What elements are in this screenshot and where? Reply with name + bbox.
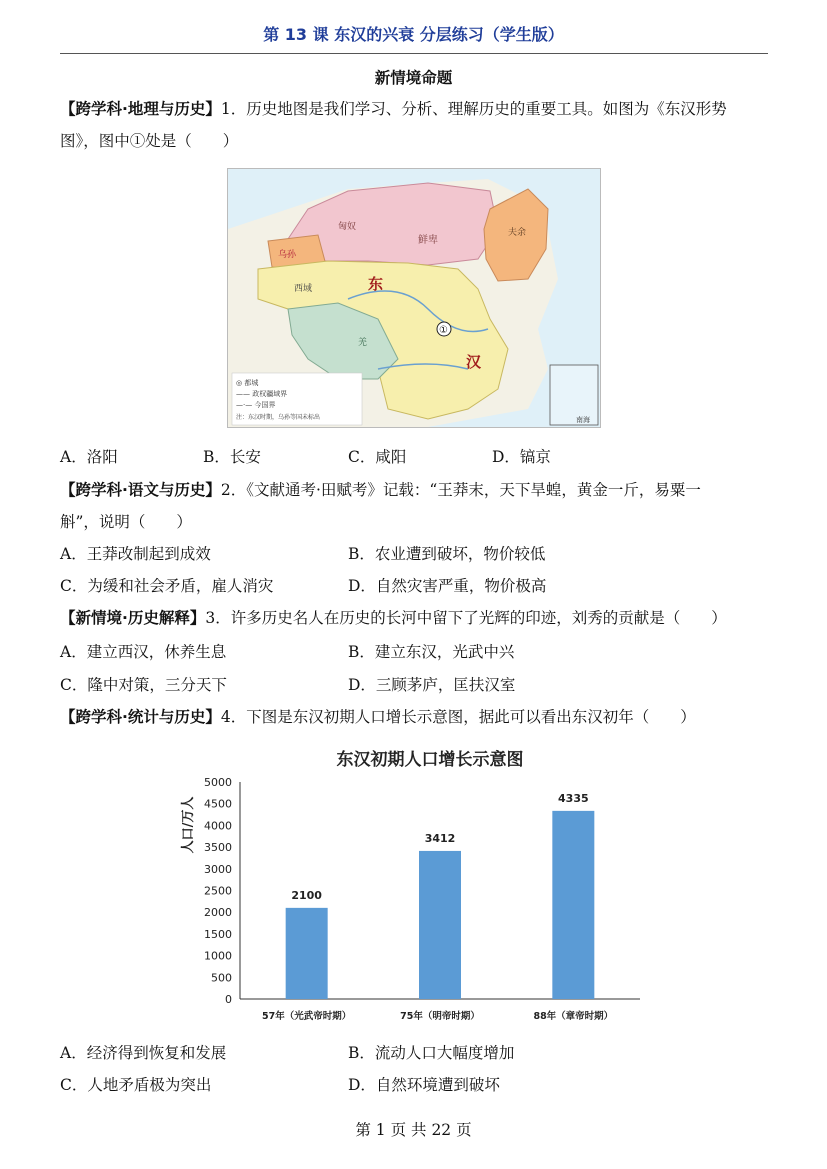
map-legend-border: —— 政权疆域界 [236, 390, 288, 398]
q3-option-a: A．建立西汉，休养生息 [60, 643, 227, 661]
document-header-title: 第 13 课 东汉的兴衰 分层练习（学生版） [263, 25, 564, 44]
q2-option-b: B．农业遭到破坏，物价较低 [348, 545, 546, 563]
population-bar-chart [170, 740, 660, 1030]
q3-option-b: B．建立东汉，光武中兴 [348, 643, 515, 661]
q3-text: 3．许多历史名人在历史的长河中留下了光辉的印迹，刘秀的贡献是（ ） [205, 609, 727, 627]
eastern-han-map [227, 168, 601, 428]
map-legend-capital: ◎ 都城 [236, 379, 259, 387]
header-divider [60, 53, 768, 54]
chart-x-tick-label: 75年（明帝时期） [400, 1011, 480, 1022]
q1-text-line2: 图》，图中①处是（ ） [60, 132, 239, 150]
map-label-xiyu: 西域 [294, 284, 313, 294]
page-number-footer: 第 1 页 共 22 页 [355, 1121, 472, 1139]
chart-x-tick-label: 57年（光武帝时期） [262, 1011, 352, 1022]
q1-line1 [60, 97, 727, 119]
chart-data-label: 4335 [558, 791, 589, 805]
q3-option-d: D．三顾茅庐，匡扶汉室 [348, 676, 516, 694]
chart-data-label: 3412 [424, 831, 456, 845]
q3-option-c: C．隆中对策，三分天下 [60, 676, 227, 694]
chart-bar [552, 811, 594, 999]
q2-tag: 【跨学科·语文与历史】 [60, 481, 221, 499]
chart-y-tick-label: 0 [225, 993, 232, 1006]
map-label-han: 汉 [466, 353, 482, 371]
q2-option-d: D．自然灾害严重，物价极高 [348, 577, 547, 595]
map-legend-note: 注：东汉时期，乌孙等国未标出 [236, 414, 321, 421]
chart-y-tick-label: 3500 [204, 841, 232, 855]
section-title: 新情境命题 [374, 69, 453, 87]
q1-option-c: C．咸阳 [348, 448, 407, 466]
chart-y-tick-label: 3000 [204, 862, 232, 876]
q2-text-line1: 2．《文献通考·田赋考》记载：“王莽末，天下旱蝗，黄金一斤，易粟一 [220, 481, 701, 499]
q1-text-line1: 1．历史地图是我们学习、分析、理解历史的重要工具。如图为《东汉形势 [220, 100, 727, 118]
map-inset [550, 365, 598, 425]
chart-title: 东汉初期人口增长示意图 [336, 750, 524, 770]
map-inset-label: 南海 [576, 416, 590, 424]
chart-data-label: 2100 [291, 888, 322, 902]
map-label-xianbei: 鲜卑 [418, 235, 438, 246]
chart-y-tick-label: 500 [211, 971, 232, 985]
q4-option-d: D．自然环境遭到破坏 [348, 1076, 500, 1094]
q1-option-a: A．洛阳 [60, 448, 118, 466]
q2-line1 [60, 478, 701, 500]
q4-option-a: A．经济得到恢复和发展 [60, 1044, 227, 1062]
map-label-wusun: 乌孙 [278, 250, 297, 260]
chart-x-tick-label: 88年（章帝时期） [533, 1011, 614, 1022]
chart-y-tick-label: 4000 [204, 819, 232, 833]
chart-y-tick-label: 4500 [204, 797, 232, 811]
map-label-qiang: 羌 [358, 338, 368, 348]
q4-option-b: B．流动人口大幅度增加 [348, 1044, 515, 1062]
q2-option-c: C．为缓和社会矛盾，雇人消灾 [60, 577, 274, 595]
chart-y-tick-label: 2500 [204, 884, 232, 898]
q2-option-a: A．王莽改制起到成效 [60, 545, 211, 563]
chart-y-axis-label: 人口/万人 [181, 796, 196, 854]
q2-text-line2: 斛”，说明（ ） [60, 513, 192, 531]
q1-tag: 【跨学科·地理与历史】 [60, 100, 221, 118]
q3-tag: 【新情境·历史解释】 [60, 609, 206, 627]
q4-option-c: C．人地矛盾极为突出 [60, 1076, 212, 1094]
chart-y-tick-label: 5000 [204, 776, 232, 789]
q4-tag: 【跨学科·统计与历史】 [60, 708, 221, 726]
chart-y-tick-label: 1500 [204, 927, 232, 941]
chart-bar [286, 908, 328, 999]
q3-line [60, 606, 727, 628]
map-label-marker-1: ① [439, 325, 448, 336]
q4-text: 4．下图是东汉初期人口增长示意图，据此可以看出东汉初年（ ） [220, 708, 696, 726]
q1-option-b: B．长安 [203, 448, 261, 466]
map-legend-modern-border: —·— 今国界 [236, 401, 276, 409]
map-label-dong: 东 [368, 275, 384, 293]
chart-bar [419, 851, 461, 999]
chart-y-tick-label: 1000 [204, 949, 232, 963]
map-label-xiongnu: 匈奴 [338, 222, 357, 232]
chart-y-tick-label: 2000 [204, 906, 232, 920]
q1-option-d: D．镐京 [492, 448, 551, 466]
q4-line [60, 705, 696, 727]
map-label-fuyu: 夫余 [508, 228, 527, 238]
